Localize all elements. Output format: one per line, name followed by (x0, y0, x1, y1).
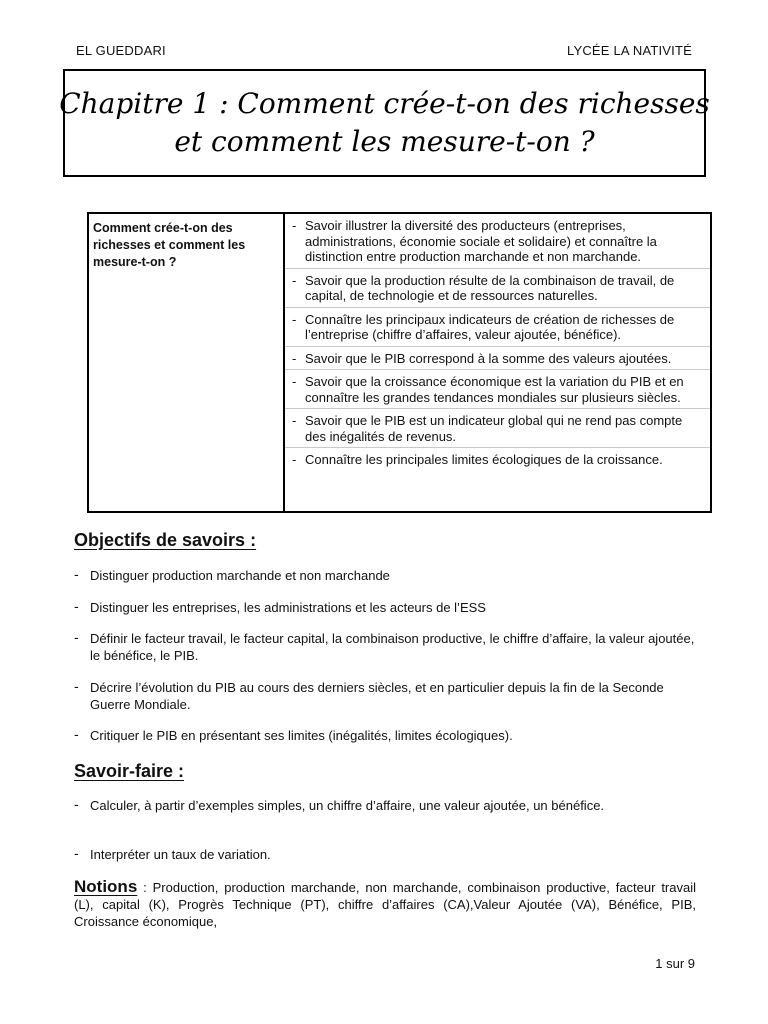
objectif-item (74, 600, 486, 617)
programme-item (285, 370, 710, 409)
page-number: 1 sur 9 (655, 956, 695, 971)
objectif-item (74, 568, 390, 585)
objectif-text: Critiquer le PIB en présentant ses limites (inégalités, limites écologiques). (90, 728, 513, 743)
objectifs-heading: Objectifs de savoirs : (74, 530, 257, 550)
programme-item-text: Savoir que le PIB correspond à la somme des valeurs ajoutées. (305, 350, 672, 366)
programme-items (285, 214, 710, 511)
bullet-dash: - (292, 452, 297, 467)
programme-item (285, 308, 710, 347)
programme-item-text: Savoir que la croissance économique est la variation du PIB et en connaître les grandes tendances mondiales sur plusieurs siècles. (305, 374, 684, 405)
savoir-faire-heading: Savoir-faire : (74, 761, 185, 781)
bullet-dash: - (74, 598, 79, 614)
bullet-dash: - (292, 413, 297, 428)
bullet-dash: - (74, 845, 79, 861)
programme-item (285, 214, 710, 269)
bullet-dash: - (292, 311, 297, 327)
savoir-faire-text: Interpréter un taux de variation. (90, 847, 271, 862)
objectif-text: Décrire l’évolution du PIB au cours des derniers siècles, et en particulier depuis la fin de la Seconde Guerre Mondiale. (90, 680, 664, 712)
notions-label: Notions (74, 877, 138, 896)
objectif-item (74, 631, 696, 664)
bullet-dash: - (292, 350, 297, 366)
objectif-item (74, 680, 696, 713)
bullet-dash: - (292, 218, 297, 233)
header-school: LYCÉE LA NATIVITÉ (566, 43, 692, 58)
programme-question: Comment crée-t-on des richesses et comment les mesure-t-on ? (89, 214, 285, 511)
programme-item-text: Savoir que le PIB est un indicateur global qui ne rend pas compte des inégalités de revenus. (305, 413, 683, 444)
bullet-dash: - (74, 796, 79, 812)
programme-item-text: Connaître les principaux indicateurs de création de richesses de l’entreprise (chiffre d’affaires, valeur ajoutée, bénéfice). (305, 311, 675, 342)
programme-item-text: Connaître les principales limites écologiques de la croissance. (305, 452, 663, 467)
programme-item-text: Savoir illustrer la diversité des producteurs (entreprises, administrations, économie sociale et solidaire) et connaître la distinction entre production marchande et non marchande. (305, 218, 657, 264)
programme-item (285, 448, 710, 471)
chapter-title-box (59, 69, 710, 177)
chapter-title-line-1: Chapitre 1 : Comment crée-t-on des richesses (59, 87, 710, 120)
bullet-dash: - (74, 678, 79, 694)
objectif-text: Définir le facteur travail, le facteur capital, la combinaison productive, le chiffre d’affaire, la valeur ajoutée, le bénéfice, le PIB. (90, 631, 695, 663)
savoir-faire-item (74, 847, 271, 864)
programme-item-text: Savoir que la production résulte de la combinaison de travail, de capital, de technologie et de ressources naturelles. (305, 272, 675, 303)
objectif-text: Distinguer production marchande et non marchande (90, 568, 390, 583)
chapter-title-line-2: et comment les mesure-t-on ? (174, 125, 595, 158)
bullet-dash: - (292, 374, 297, 389)
programme-item (285, 269, 710, 308)
objectif-item (74, 728, 513, 745)
savoir-faire-item (74, 798, 696, 815)
programme-item (285, 347, 710, 371)
programme-table (87, 212, 712, 513)
programme-item (285, 409, 710, 448)
objectif-text: Distinguer les entreprises, les administrations et les acteurs de l’ESS (90, 600, 486, 615)
bullet-dash: - (292, 272, 297, 288)
savoir-faire-text: Calculer, à partir d’exemples simples, un chiffre d’affaire, une valeur ajoutée, un bénéfice. (90, 798, 605, 813)
bullet-dash: - (74, 629, 79, 645)
bullet-dash: - (74, 726, 79, 742)
notions-text: : Production, production marchande, non marchande, combinaison productive, facteur travail (L), capital (K), Progrès Technique (PT), chiffre d’affaires (CA),Valeur Ajoutée (VA), Bénéfice, PIB, Croissance économique, (74, 880, 696, 929)
notions-paragraph (74, 878, 696, 930)
header-author: EL GUEDDARI (76, 43, 166, 58)
bullet-dash: - (74, 566, 79, 582)
